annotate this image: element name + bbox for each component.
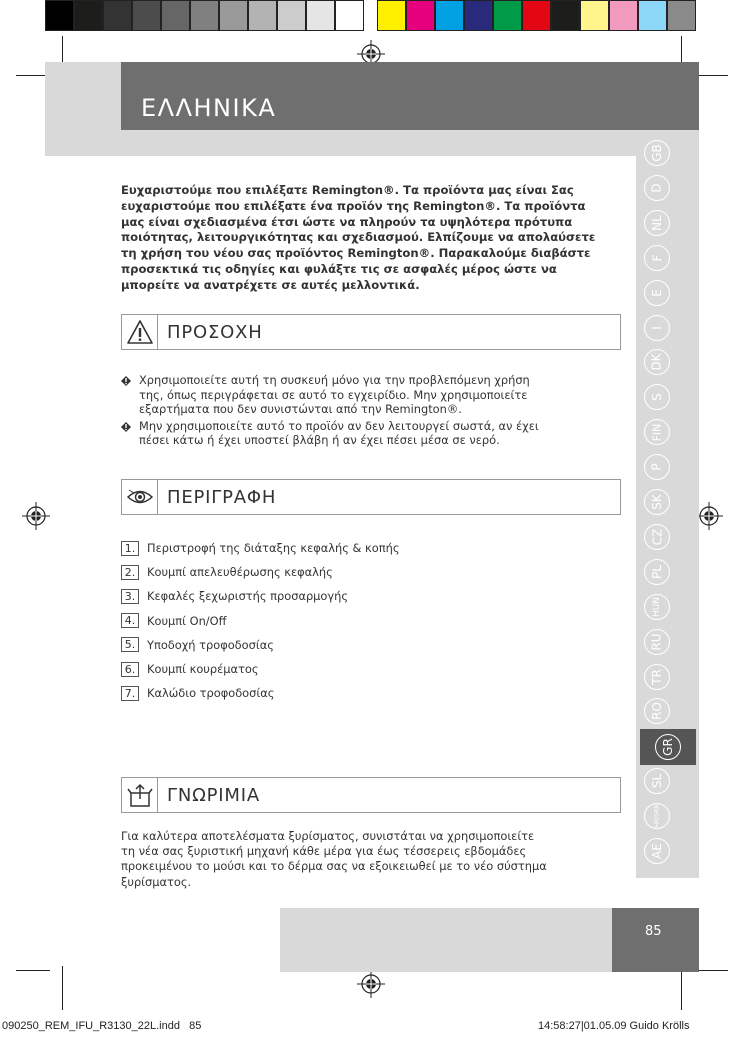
language-tab-circle <box>644 454 670 480</box>
description-title: ΠΕΡΙΓΡΑΦΗ <box>167 486 277 508</box>
crop-mark <box>694 970 728 971</box>
language-tab-label: HR/SRB <box>652 804 660 828</box>
description-header <box>121 479 621 515</box>
open-box-icon <box>122 778 158 812</box>
item-text: Κουμπί On/Off <box>147 613 227 628</box>
caution-item <box>121 373 601 417</box>
language-tab-circle <box>644 594 670 620</box>
color-swatch <box>522 0 551 31</box>
intro-line: Ευχαριστούμε που επιλέξατε Remington®. Τα προϊόντα μας είναι Σας <box>121 183 574 197</box>
language-tab-circle <box>644 489 670 515</box>
language-tab-dk[interactable] <box>640 345 674 379</box>
language-tab-label: SK <box>650 494 664 510</box>
language-tab-fin[interactable] <box>640 415 674 449</box>
item-number: 7. <box>121 686 139 701</box>
registration-mark-right <box>695 502 723 530</box>
caution-item-line: της, όπως περιγράφεται σε αυτό το εγχειρίδιο. Μην χρησιμοποιείτε <box>139 387 528 402</box>
language-tab-label: RU <box>650 633 664 651</box>
timestamp-slug: 14:58:27|01.05.09 Guido Krölls <box>538 1020 690 1032</box>
caution-header <box>121 314 621 350</box>
intro-line: ευχαριστούμε που επιλέξατε ένα προϊόν της Remington®. Τα προϊόντα <box>121 198 586 213</box>
language-tab-circle <box>644 524 670 550</box>
language-tab-f[interactable] <box>640 241 674 275</box>
color-swatch <box>306 0 335 31</box>
item-text: Κεφαλές ξεχωριστής προσαρμογής <box>147 589 349 604</box>
intro-line: ποιότητας, λειτουργικότητας και σχεδιασμού. Ελπίζουμε να απολαύσετε <box>121 230 596 245</box>
crop-mark <box>681 966 682 1010</box>
crop-mark <box>16 970 50 971</box>
language-tab-i[interactable] <box>640 311 674 345</box>
color-swatch <box>638 0 667 31</box>
language-tab-circle <box>644 768 670 794</box>
color-swatch <box>464 0 493 31</box>
color-swatch <box>335 0 364 31</box>
grayscale-color-bar <box>45 0 364 31</box>
language-tab-label: FIN <box>650 423 664 442</box>
language-tab-circle <box>644 210 670 236</box>
language-tab-circle <box>644 419 670 445</box>
language-tab-label: D <box>650 183 664 193</box>
language-tab-hun[interactable] <box>640 590 674 624</box>
item-number: 6. <box>121 662 139 677</box>
language-tab-gb[interactable] <box>640 136 674 170</box>
language-tab-circle <box>644 838 670 864</box>
intro-line: τη χρήση του νέου σας προϊόντος Remington®. Παρακαλούμε διαβάστε <box>121 246 591 261</box>
description-item <box>121 633 601 657</box>
item-text: Περιστροφή της διάταξης κεφαλής & κοπής <box>147 541 400 556</box>
description-item <box>121 657 601 681</box>
intro-line: μπορείτε να ανατρέχετε σε αυτές μελλοντικά. <box>121 277 420 292</box>
language-tab-label: S <box>650 393 664 402</box>
color-swatch <box>406 0 435 31</box>
language-tab-label: GR <box>660 738 675 757</box>
language-tab-circle <box>644 803 670 829</box>
description-item <box>121 560 601 584</box>
language-tab-circle <box>644 280 670 306</box>
language-tab-ru[interactable] <box>640 625 674 659</box>
color-swatch <box>132 0 161 31</box>
color-swatch <box>435 0 464 31</box>
caution-item-line: εξαρτήματα που δεν συνιστώνται από την Remington®. <box>139 402 462 417</box>
language-tab-label: AE <box>649 843 664 859</box>
getting-started-paragraph <box>121 829 601 890</box>
language-tab-circle <box>644 698 670 724</box>
color-swatch <box>190 0 219 31</box>
getting-started-title: ΓΝΩΡΙΜΙΑ <box>167 784 260 806</box>
language-tab-circle <box>644 629 670 655</box>
color-swatch <box>161 0 190 31</box>
language-tab-circle <box>644 140 670 166</box>
caution-title: ΠΡΟΣΟΧΗ <box>167 321 263 343</box>
color-swatch <box>277 0 306 31</box>
color-swatch <box>493 0 522 31</box>
caution-item-line: Μην χρησιμοποιείτε αυτό το προϊόν αν δεν λειτουργεί σωστά, αν έχει <box>139 418 539 433</box>
language-tab-label: P <box>650 463 664 471</box>
eye-icon <box>122 480 158 514</box>
language-tab-circle <box>644 245 670 271</box>
color-swatch <box>377 0 406 31</box>
color-swatch <box>74 0 103 31</box>
language-tab-label: E <box>650 288 664 297</box>
language-tab-circle <box>644 315 670 341</box>
language-tab-circle <box>644 664 670 690</box>
language-tab-circle <box>644 559 670 585</box>
color-swatch <box>219 0 248 31</box>
getting-started-line: τη νέα σας ξυριστική μηχανή κάθε μέρα για έως τέσσερεις εβδομάδες <box>121 844 527 859</box>
page-number-box <box>612 908 699 972</box>
language-tab-ro[interactable] <box>640 694 674 728</box>
registration-mark-left <box>22 502 50 530</box>
file-slug: 090250_REM_IFU_R3130_22L.indd 85 <box>2 1020 202 1032</box>
getting-started-line: προκειμένου το μούσι και το δέρμα σας να εξοικειωθεί με το νέο σύστημα <box>121 859 547 874</box>
language-tab-label: NL <box>649 214 664 231</box>
description-list <box>121 536 601 705</box>
warning-icon <box>122 315 158 349</box>
crop-mark <box>694 75 728 76</box>
language-tab-label: PL <box>649 564 664 579</box>
language-tab-pl[interactable] <box>640 555 674 589</box>
color-swatch <box>580 0 609 31</box>
description-item <box>121 681 601 705</box>
item-number: 4. <box>121 613 139 628</box>
registration-mark-bottom <box>357 970 385 998</box>
language-tab-label: HUN <box>652 596 662 617</box>
language-tab-ae[interactable] <box>640 834 674 868</box>
description-item <box>121 609 601 633</box>
item-number: 1. <box>121 541 139 556</box>
language-tab-tr[interactable] <box>640 660 674 694</box>
intro-line: προσεκτικά τις οδηγίες και φυλάξτε τις σε ασφαλές μέρος ώστε να <box>121 261 557 276</box>
language-tab-sl[interactable] <box>640 764 674 798</box>
description-item <box>121 536 601 560</box>
language-tab-hr-srb[interactable] <box>640 799 674 833</box>
language-tab-label: DK <box>649 353 664 371</box>
language-tab-circle <box>644 384 670 410</box>
color-swatch <box>609 0 638 31</box>
getting-started-line: Για καλύτερα αποτελέσματα ξυρίσματος, συνιστάται να χρησιμοποιείτε <box>121 829 535 843</box>
language-tab-circle <box>644 175 670 201</box>
language-tab-gr[interactable] <box>640 729 696 765</box>
page-number: 85 <box>645 924 662 939</box>
language-tab-sk[interactable] <box>640 485 674 519</box>
intro-line: μας είναι σχεδιασμένα έτσι ώστε να πληρούν τα υψηλότερα πρότυπα <box>121 214 573 229</box>
page-title: ΕΛΛΗΝΙΚΑ <box>141 94 277 122</box>
language-tab-label: I <box>649 325 664 330</box>
item-number: 5. <box>121 637 139 652</box>
color-swatch <box>103 0 132 31</box>
language-tab-circle <box>655 734 681 760</box>
language-tab-d[interactable] <box>640 171 674 205</box>
color-swatch <box>45 0 74 31</box>
item-number: 3. <box>121 589 139 604</box>
color-swatch <box>667 0 696 31</box>
language-tab-cz[interactable] <box>640 520 674 554</box>
item-text: Κουμπί απελευθέρωσης κεφαλής <box>147 565 333 580</box>
caution-list <box>121 373 601 450</box>
item-text: Υποδοχή τροφοδοσίας <box>147 637 274 652</box>
caution-item-line: Χρησιμοποιείτε αυτή τη συσκευή μόνο για την προβλεπόμενη χρήση <box>139 373 530 387</box>
language-tab-circle <box>644 349 670 375</box>
language-tab-e[interactable] <box>640 276 674 310</box>
item-text: Κουμπί κουρέματος <box>147 662 259 677</box>
item-text: Καλώδιο τροφοδοσίας <box>147 686 275 701</box>
intro-paragraph <box>121 183 621 294</box>
color-swatch <box>248 0 277 31</box>
language-tab-label: TR <box>649 668 664 685</box>
language-tab-label: CZ <box>649 528 664 546</box>
language-tab-nl[interactable] <box>640 206 674 240</box>
language-tab-s[interactable] <box>640 380 674 414</box>
color-swatch <box>551 0 580 31</box>
description-item <box>121 584 601 608</box>
warning-bullet-icon <box>121 376 131 386</box>
warning-bullet-icon <box>121 422 131 432</box>
getting-started-line: ξυρίσματος. <box>121 874 192 889</box>
getting-started-header <box>121 777 621 813</box>
language-tab-label: SL <box>650 774 664 789</box>
crop-mark <box>62 966 63 1010</box>
language-tab-p[interactable] <box>640 450 674 484</box>
caution-item-line: πέσει κάτω ή έχει υποστεί βλάβη ή αν έχει πέσει μέσα σε νερό. <box>139 433 500 448</box>
caution-item <box>121 419 601 448</box>
item-number: 2. <box>121 565 139 580</box>
process-color-bar <box>377 0 696 31</box>
language-tab-label: F <box>650 254 664 262</box>
language-tab-label: RO <box>649 702 664 721</box>
language-tab-label: GB <box>650 144 664 162</box>
